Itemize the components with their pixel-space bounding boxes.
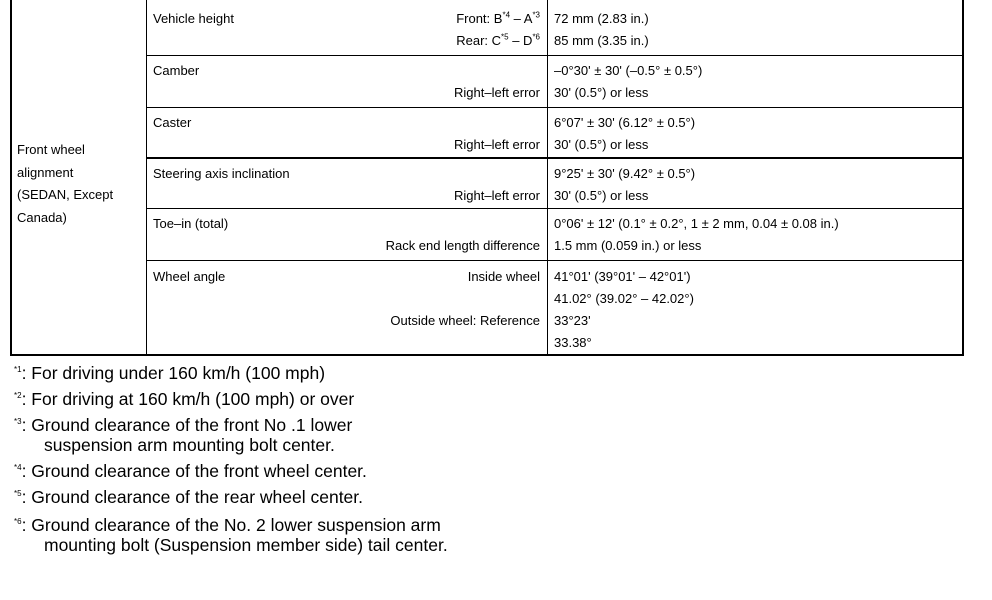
footnote-ref: *3 xyxy=(532,10,540,20)
footnote-ref: *4 xyxy=(502,10,511,20)
item-name: Toe–in (total) xyxy=(153,216,229,231)
spec-value: 6°07' ± 30' (6.12° ± 0.5°) xyxy=(554,115,696,130)
footnote-text: : Ground clearance of the front No .1 lower xyxy=(21,415,353,435)
item-name: Steering axis inclination xyxy=(153,166,290,181)
inside-wheel-label: Inside wheel xyxy=(467,269,540,284)
row-caster xyxy=(147,107,964,157)
footnotes xyxy=(14,360,448,558)
category-line: alignment xyxy=(17,164,74,180)
footnote-ref: *5 xyxy=(501,32,509,42)
item-name: Caster xyxy=(153,115,192,130)
footnote-6 xyxy=(14,512,448,558)
item-name: Vehicle height xyxy=(153,11,234,26)
rear-mid: – D xyxy=(508,33,533,48)
front-label: Front: B xyxy=(456,11,503,26)
footnote-mark: *1 xyxy=(14,365,22,375)
rear-value: 85 mm (3.35 in.) xyxy=(554,33,649,48)
spec-value: –0°30' ± 30' (–0.5° ± 0.5°) xyxy=(554,63,703,78)
front-wheel-alignment-spec-table xyxy=(10,0,964,356)
sub-value: 30' (0.5°) or less xyxy=(554,188,649,203)
footnote-ref: *6 xyxy=(532,32,540,42)
spec-value: 9°25' ± 30' (9.42° ± 0.5°) xyxy=(554,166,696,181)
footnote-mark: *6 xyxy=(14,517,22,527)
footnote-continuation: mounting bolt (Suspension member side) tail center. xyxy=(44,535,448,555)
footnote-mark: *2 xyxy=(14,391,22,401)
front-mid: – A xyxy=(510,11,533,26)
spec-value: 0°06' ± 12' (0.1° ± 0.2°, 1 ± 2 mm, 0.04 ± 0.08 in.) xyxy=(554,216,839,231)
category-cell xyxy=(12,0,147,354)
footnote-mark: *3 xyxy=(14,417,22,427)
footnote-3 xyxy=(14,412,448,458)
category-line: Canada) xyxy=(17,209,67,225)
footnote-text: : For driving under 160 km/h (100 mph) xyxy=(21,363,326,383)
footnote-1 xyxy=(14,360,448,386)
sub-value: 30' (0.5°) or less xyxy=(554,137,649,152)
footnote-mark: *5 xyxy=(14,489,22,499)
category-line: (SEDAN, Except xyxy=(17,187,114,202)
footnote-mark: *4 xyxy=(14,463,22,473)
sub-condition: Right–left error xyxy=(454,85,540,100)
sub-value: 1.5 mm (0.059 in.) or less xyxy=(554,238,702,253)
sub-value: 30' (0.5°) or less xyxy=(554,85,649,100)
footnote-text: : Ground clearance of the rear wheel center. xyxy=(21,487,364,507)
front-value: 72 mm (2.83 in.) xyxy=(554,11,649,26)
item-name: Wheel angle xyxy=(153,269,226,284)
inside-value-decimal: 41.02° (39.02° – 42.02°) xyxy=(554,291,694,306)
row-wheel-angle xyxy=(147,260,964,354)
outside-wheel-label: Outside wheel: Reference xyxy=(390,313,540,328)
category-label xyxy=(17,139,113,229)
footnote-2 xyxy=(14,386,448,412)
inside-value-deg-min: 41°01' (39°01' – 42°01') xyxy=(554,269,691,284)
footnote-text: : Ground clearance of the front wheel center. xyxy=(21,461,367,481)
sub-condition: Right–left error xyxy=(454,188,540,203)
footnote-text: : Ground clearance of the No. 2 lower suspension arm xyxy=(21,515,441,535)
outside-value-deg-min: 33°23' xyxy=(554,313,591,328)
sub-condition: Right–left error xyxy=(454,137,540,152)
sub-condition: Rack end length difference xyxy=(385,238,540,253)
outside-value-decimal: 33.38° xyxy=(554,335,592,350)
footnote-5 xyxy=(14,484,448,510)
row-vehicle-height xyxy=(147,0,964,55)
item-name: Camber xyxy=(153,63,200,78)
row-toe-in xyxy=(147,208,964,260)
footnote-continuation: suspension arm mounting bolt center. xyxy=(44,435,335,455)
row-steering-axis-inclination xyxy=(147,157,964,208)
footnote-4 xyxy=(14,458,448,484)
footnote-text: : For driving at 160 km/h (100 mph) or over xyxy=(21,389,355,409)
row-camber xyxy=(147,55,964,107)
rear-condition xyxy=(456,33,540,48)
category-line: Front wheel xyxy=(17,142,85,157)
front-condition xyxy=(456,11,540,26)
rear-label: Rear: C xyxy=(456,33,502,48)
